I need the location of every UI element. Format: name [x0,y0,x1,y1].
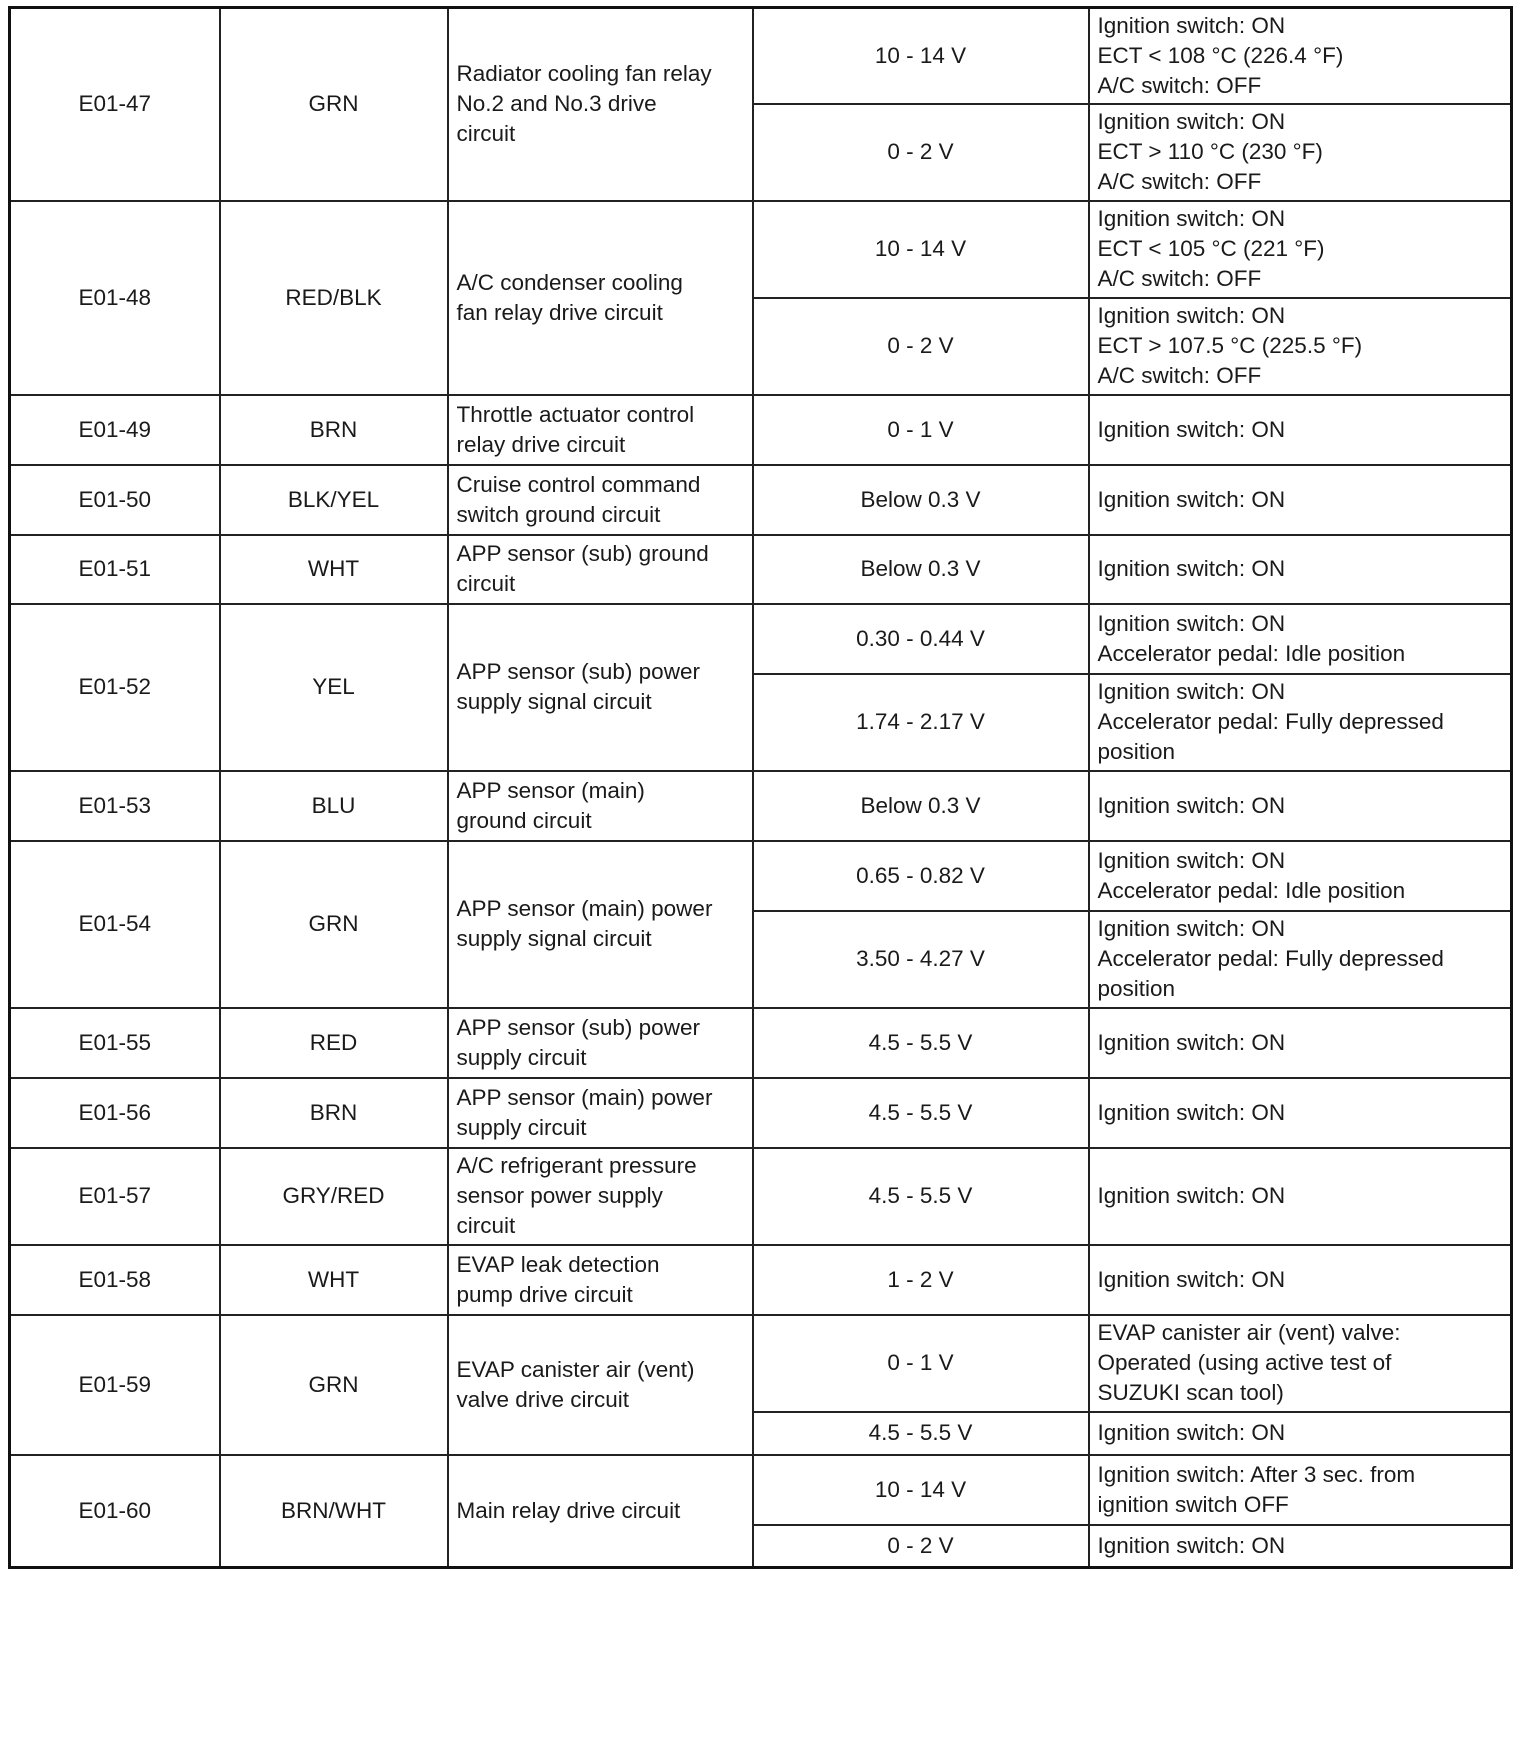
wire-color-cell: WHT [220,1245,448,1315]
voltage-cell: 0 - 2 V [753,104,1089,201]
ecm-terminal-table [8,6,1513,1569]
terminal-cell: E01-50 [10,465,220,535]
condition-cell: Ignition switch: ON Accelerator pedal: Fully depressed position [1089,674,1512,771]
voltage-cell: 4.5 - 5.5 V [753,1008,1089,1078]
terminal-cell: E01-59 [10,1315,220,1455]
wire-color-cell: RED/BLK [220,201,448,395]
circuit-cell: APP sensor (sub) ground circuit [448,535,753,604]
wire-color-cell: BLK/YEL [220,465,448,535]
wire-color-cell: YEL [220,604,448,771]
wire-color-cell: RED [220,1008,448,1078]
table-row [10,8,1512,104]
voltage-cell: 0 - 1 V [753,395,1089,465]
voltage-cell: 1 - 2 V [753,1245,1089,1315]
condition-cell: Ignition switch: ON ECT < 105 °C (221 °F) A/C switch: OFF [1089,201,1512,298]
voltage-cell: 1.74 - 2.17 V [753,674,1089,771]
condition-cell: EVAP canister air (vent) valve: Operated (using active test of SUZUKI scan tool) [1089,1315,1512,1412]
condition-cell: Ignition switch: ON [1089,1008,1512,1078]
voltage-cell: 4.5 - 5.5 V [753,1148,1089,1245]
voltage-cell: 0 - 2 V [753,298,1089,395]
voltage-cell: 10 - 14 V [753,1455,1089,1525]
condition-cell: Ignition switch: ON [1089,535,1512,604]
wire-color-cell: GRN [220,8,448,201]
circuit-cell: Cruise control command switch ground circuit [448,465,753,535]
condition-cell: Ignition switch: After 3 sec. from ignition switch OFF [1089,1455,1512,1525]
condition-cell: Ignition switch: ON [1089,465,1512,535]
voltage-cell: 10 - 14 V [753,201,1089,298]
voltage-cell: 0.65 - 0.82 V [753,841,1089,911]
table-row [10,604,1512,674]
table-row [10,841,1512,911]
terminal-cell: E01-56 [10,1078,220,1148]
terminal-cell: E01-58 [10,1245,220,1315]
table-row [10,771,1512,841]
circuit-cell: A/C condenser cooling fan relay drive circuit [448,201,753,395]
circuit-cell: APP sensor (sub) power supply circuit [448,1008,753,1078]
table-row [10,1008,1512,1078]
terminal-cell: E01-52 [10,604,220,771]
condition-cell: Ignition switch: ON [1089,1525,1512,1568]
circuit-cell: Radiator cooling fan relay No.2 and No.3 drive circuit [448,8,753,201]
voltage-cell: Below 0.3 V [753,465,1089,535]
wire-color-cell: GRY/RED [220,1148,448,1245]
table-row [10,1148,1512,1245]
circuit-cell: APP sensor (main) power supply circuit [448,1078,753,1148]
wire-color-cell: GRN [220,841,448,1008]
condition-cell: Ignition switch: ON [1089,771,1512,841]
wire-color-cell: WHT [220,535,448,604]
voltage-cell: 3.50 - 4.27 V [753,911,1089,1008]
wire-color-cell: BLU [220,771,448,841]
voltage-cell: 0 - 1 V [753,1315,1089,1412]
table-row [10,465,1512,535]
voltage-cell: 4.5 - 5.5 V [753,1412,1089,1455]
circuit-cell: Throttle actuator control relay drive circuit [448,395,753,465]
voltage-cell: 4.5 - 5.5 V [753,1078,1089,1148]
circuit-cell: A/C refrigerant pressure sensor power supply circuit [448,1148,753,1245]
voltage-cell: 10 - 14 V [753,8,1089,104]
table-row [10,1455,1512,1525]
table-row [10,1245,1512,1315]
circuit-cell: Main relay drive circuit [448,1455,753,1568]
condition-cell: Ignition switch: ON Accelerator pedal: Idle position [1089,841,1512,911]
terminal-cell: E01-57 [10,1148,220,1245]
terminal-cell: E01-60 [10,1455,220,1568]
table-row [10,1315,1512,1412]
circuit-cell: APP sensor (main) ground circuit [448,771,753,841]
voltage-cell: Below 0.3 V [753,535,1089,604]
condition-cell: Ignition switch: ON [1089,395,1512,465]
voltage-cell: Below 0.3 V [753,771,1089,841]
table-row [10,201,1512,298]
condition-cell: Ignition switch: ON Accelerator pedal: Fully depressed position [1089,911,1512,1008]
condition-cell: Ignition switch: ON [1089,1078,1512,1148]
circuit-cell: EVAP canister air (vent) valve drive circuit [448,1315,753,1455]
voltage-cell: 0 - 2 V [753,1525,1089,1568]
terminal-cell: E01-53 [10,771,220,841]
circuit-cell: EVAP leak detection pump drive circuit [448,1245,753,1315]
condition-cell: Ignition switch: ON [1089,1148,1512,1245]
terminal-cell: E01-49 [10,395,220,465]
condition-cell: Ignition switch: ON ECT > 107.5 °C (225.5 °F) A/C switch: OFF [1089,298,1512,395]
wire-color-cell: GRN [220,1315,448,1455]
terminal-cell: E01-54 [10,841,220,1008]
condition-cell: Ignition switch: ON [1089,1412,1512,1455]
table-row [10,395,1512,465]
condition-cell: Ignition switch: ON Accelerator pedal: Idle position [1089,604,1512,674]
table-body [10,8,1512,1568]
terminal-cell: E01-47 [10,8,220,201]
terminal-cell: E01-55 [10,1008,220,1078]
terminal-cell: E01-48 [10,201,220,395]
wire-color-cell: BRN [220,1078,448,1148]
voltage-cell: 0.30 - 0.44 V [753,604,1089,674]
condition-cell: Ignition switch: ON ECT > 110 °C (230 °F) A/C switch: OFF [1089,104,1512,201]
condition-cell: Ignition switch: ON ECT < 108 °C (226.4 °F) A/C switch: OFF [1089,8,1512,104]
table-row [10,535,1512,604]
table-row [10,1078,1512,1148]
condition-cell: Ignition switch: ON [1089,1245,1512,1315]
terminal-table-wrapper [8,6,1513,1569]
terminal-cell: E01-51 [10,535,220,604]
circuit-cell: APP sensor (sub) power supply signal circuit [448,604,753,771]
wire-color-cell: BRN/WHT [220,1455,448,1568]
circuit-cell: APP sensor (main) power supply signal circuit [448,841,753,1008]
wire-color-cell: BRN [220,395,448,465]
